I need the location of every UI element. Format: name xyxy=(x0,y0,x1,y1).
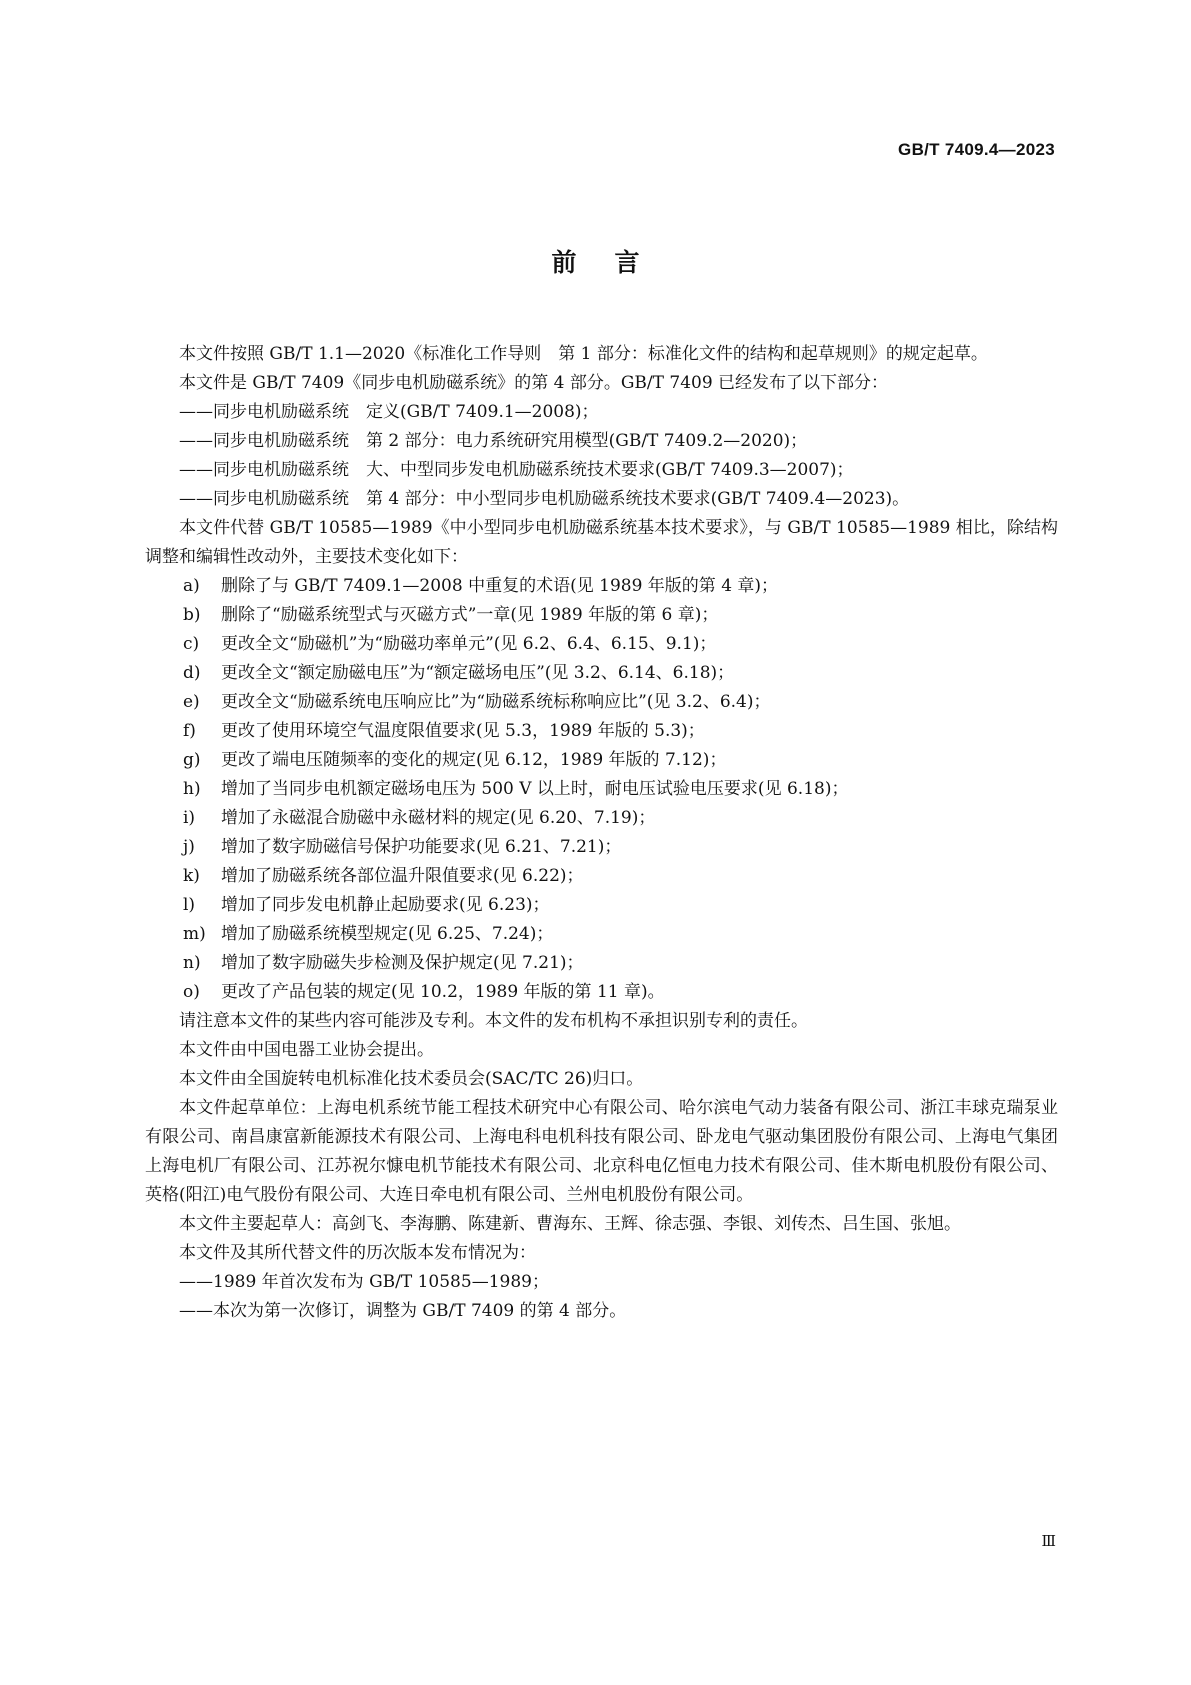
change-label: k) xyxy=(183,866,200,886)
foreword-body xyxy=(145,340,1058,1326)
change-text: 增加了永磁混合励磁中永磁材料的规定(见 6.20、7.19)； xyxy=(221,808,656,828)
change-label: i) xyxy=(183,808,196,828)
change-label: n) xyxy=(183,953,201,973)
change-label: c) xyxy=(183,634,200,654)
list-item-change xyxy=(145,862,1058,891)
change-label: o) xyxy=(183,982,200,1002)
change-text: 增加了励磁系统模型规定(见 6.25、7.24)； xyxy=(221,924,554,944)
list-item-history: ——本次为第一次修订，调整为 GB/T 7409 的第 4 部分。 xyxy=(179,1301,627,1321)
list-item-change xyxy=(145,630,1058,659)
list-item-change xyxy=(145,746,1058,775)
paragraph-drafters: 本文件主要起草人：高剑飞、李海鹏、陈建新、曹海东、王辉、徐志强、李银、刘传杰、吕生国、张旭。 xyxy=(179,1214,961,1234)
list-item-history: ——1989 年首次发布为 GB/T 10585—1989； xyxy=(179,1272,549,1292)
standard-code: GB/T 7409.4—2023 xyxy=(898,140,1055,159)
change-text: 增加了当同步电机额定磁场电压为 500 V 以上时，耐电压试验电压要求(见 6.18)； xyxy=(221,779,849,799)
list-item-part: ——同步电机励磁系统 大、中型同步发电机励磁系统技术要求(GB/T 7409.3—2007)； xyxy=(179,460,854,480)
list-item-change xyxy=(145,804,1058,833)
change-text: 更改全文“额定励磁电压”为“额定磁场电压”(见 3.2、6.14、6.18)； xyxy=(221,663,735,683)
change-text: 更改全文“励磁机”为“励磁功率单元”(见 6.2、6.4、6.15、9.1)； xyxy=(221,634,717,654)
list-item-change xyxy=(145,572,1058,601)
list-item-change xyxy=(145,775,1058,804)
list-item-change xyxy=(145,920,1058,949)
change-text: 增加了数字励磁失步检测及保护规定(见 7.21)； xyxy=(221,953,584,973)
change-label: l) xyxy=(183,895,196,915)
list-item-part: ——同步电机励磁系统 定义(GB/T 7409.1—2008)； xyxy=(179,402,599,422)
paragraph-patent-notice: 请注意本文件的某些内容可能涉及专利。本文件的发布机构不承担识别专利的责任。 xyxy=(179,1011,808,1031)
paragraph-replacement: 本文件代替 GB/T 10585—1989《中小型同步电机励磁系统基本技术要求》，与 GB/T 10585—1989 相比，除结构调整和编辑性改动外，主要技术变化如下： xyxy=(145,518,1058,567)
list-item-change xyxy=(145,601,1058,630)
change-label: e) xyxy=(183,692,200,712)
change-text: 删除了“励磁系统型式与灭磁方式”一章(见 1989 年版的第 6 章)； xyxy=(221,605,719,625)
change-text: 增加了励磁系统各部位温升限值要求(见 6.22)； xyxy=(221,866,584,886)
list-item-change xyxy=(145,978,1058,1007)
list-item-change xyxy=(145,891,1058,920)
paragraph-history-intro: 本文件及其所代替文件的历次版本发布情况为： xyxy=(179,1243,536,1263)
paragraph-drafting-rules: 本文件按照 GB/T 1.1—2020《标准化工作导则 第 1 部分：标准化文件的结构和起草规则》的规定起草。 xyxy=(179,344,988,364)
change-text: 删除了与 GB/T 7409.1—2008 中重复的术语(见 1989 年版的第 4 章)； xyxy=(221,576,779,596)
change-text: 更改了端电压随频率的变化的规定(见 6.12，1989 年版的 7.12)； xyxy=(221,750,727,770)
paragraph-committee: 本文件由全国旋转电机标准化技术委员会(SAC/TC 26)归口。 xyxy=(179,1069,644,1089)
change-text: 更改全文“励磁系统电压响应比”为“励磁系统标称响应比”(见 3.2、6.4)； xyxy=(221,692,771,712)
list-item-change xyxy=(145,949,1058,978)
list-item-part: ——同步电机励磁系统 第 2 部分：电力系统研究用模型(GB/T 7409.2—2020)； xyxy=(179,431,808,451)
change-label: a) xyxy=(183,576,200,596)
change-label: j) xyxy=(183,837,195,857)
change-text: 更改了产品包装的规定(见 10.2，1989 年版的第 11 章)。 xyxy=(221,982,665,1002)
page-number: Ⅲ xyxy=(1041,1532,1056,1550)
list-item-change xyxy=(145,688,1058,717)
change-label: h) xyxy=(183,779,201,799)
paragraph-drafting-units: 本文件起草单位：上海电机系统节能工程技术研究中心有限公司、哈尔滨电气动力装备有限公司、浙江丰球克瑞泵业有限公司、南昌康富新能源技术有限公司、上海电科电机科技有限公司、卧龙电气驱动集团股份有限公司、上海电气集团上海电机厂有限公司、江苏祝尔慷电机节能技术有限公司、北京科电亿恒电力技术有限公司、佳木斯电机股份有限公司、英格(阳江)电气股份有限公司、大连日牵电机有限公司、兰州电机股份有限公司。 xyxy=(145,1098,1058,1205)
paragraph-part-info: 本文件是 GB/T 7409《同步电机励磁系统》的第 4 部分。GB/T 7409 已经发布了以下部分： xyxy=(179,373,889,393)
list-item-change xyxy=(145,833,1058,862)
change-text: 增加了数字励磁信号保护功能要求(见 6.21、7.21)； xyxy=(221,837,622,857)
change-label: f) xyxy=(183,721,196,741)
paragraph-proposer: 本文件由中国电器工业协会提出。 xyxy=(179,1040,434,1060)
page-title: 前言 xyxy=(551,248,678,277)
change-text: 更改了使用环境空气温度限值要求(见 5.3，1989 年版的 5.3)； xyxy=(221,721,705,741)
list-item-change xyxy=(145,717,1058,746)
change-label: g) xyxy=(183,750,201,770)
change-label: d) xyxy=(183,663,201,683)
change-label: b) xyxy=(183,605,201,625)
change-label: m) xyxy=(183,924,206,944)
list-item-part: ——同步电机励磁系统 第 4 部分：中小型同步电机励磁系统技术要求(GB/T 7409.4—2023)。 xyxy=(179,489,910,509)
change-text: 增加了同步发电机静止起励要求(见 6.23)； xyxy=(221,895,550,915)
list-item-change xyxy=(145,659,1058,688)
